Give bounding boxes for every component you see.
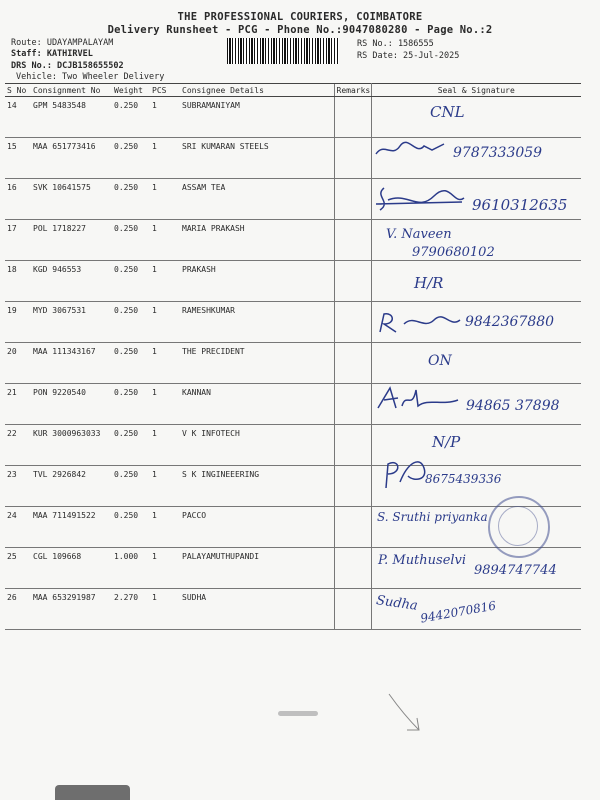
consignee-cell: SUBRAMANIYAM [180, 97, 334, 138]
consignment-cell: KGD 946553 [31, 261, 112, 302]
handwritten-note: N/P [432, 433, 461, 451]
signature-scribble [374, 310, 464, 336]
consignment-cell: MAA 111343167 [31, 343, 112, 384]
pcs-cell: 1 [150, 384, 180, 425]
weight-cell: 0.250 [112, 179, 150, 220]
col-remarks: Remarks [334, 84, 371, 97]
consignment-cell: GPM 5483548 [31, 97, 112, 138]
handwritten-note: CNL [430, 103, 465, 121]
weight-cell: 2.270 [112, 589, 150, 630]
barcode [227, 38, 339, 64]
staff-label: Staff: KATHIRVEL [11, 49, 93, 59]
sno-cell: 22 [5, 425, 31, 466]
weight-cell: 0.250 [112, 343, 150, 384]
pcs-cell: 1 [150, 589, 180, 630]
weight-cell: 0.250 [112, 302, 150, 343]
col-weight: Weight [112, 84, 150, 97]
consignee-cell: RAMESHKUMAR [180, 302, 334, 343]
table-header-row [5, 84, 581, 97]
col-pcs: PCS [150, 84, 180, 97]
scan-shadow [55, 785, 130, 800]
handwritten-phone: 9442070816 [419, 598, 497, 626]
pcs-cell: 1 [150, 261, 180, 302]
pcs-cell: 1 [150, 466, 180, 507]
consignment-cell: TVL 2926842 [31, 466, 112, 507]
consignee-cell: MARIA PRAKASH [180, 220, 334, 261]
signature-scribble [372, 140, 452, 162]
company-title: THE PROFESSIONAL COURIERS, COIMBATORE [177, 11, 423, 23]
remarks-cell [334, 179, 371, 220]
col-sno: S No [5, 84, 31, 97]
consignment-cell: MAA 651773416 [31, 138, 112, 179]
drs-number: DRS No.: DCJB158655502 [11, 61, 124, 71]
consignee-cell: PALAYAMUTHUPANDI [180, 548, 334, 589]
handwritten-phone: 9610312635 [472, 196, 568, 214]
remarks-cell [334, 343, 371, 384]
consignee-cell: ASSAM TEA [180, 179, 334, 220]
weight-cell: 0.250 [112, 384, 150, 425]
remarks-cell [334, 548, 371, 589]
sno-cell: 18 [5, 261, 31, 302]
sno-cell: 21 [5, 384, 31, 425]
signature-cell [371, 343, 581, 384]
remarks-cell [334, 138, 371, 179]
weight-cell: 0.250 [112, 507, 150, 548]
punch-mark [278, 711, 318, 716]
runsheet-subtitle: Delivery Runsheet - PCG - Phone No.:9047080280 - Page No.:2 [107, 24, 493, 36]
remarks-cell [334, 220, 371, 261]
handwritten-phone: 9790680102 [412, 245, 495, 260]
weight-cell: 0.250 [112, 138, 150, 179]
sno-cell: 26 [5, 589, 31, 630]
table-row [5, 97, 581, 138]
sno-cell: 17 [5, 220, 31, 261]
rs-number: RS No.: 1586555 [357, 39, 434, 49]
handwritten-phone: 94865 37898 [466, 398, 560, 414]
handwritten-note: ON [428, 353, 452, 369]
sno-cell: 16 [5, 179, 31, 220]
vehicle-label: Vehicle: Two Wheeler Delivery [16, 72, 165, 82]
remarks-cell [334, 384, 371, 425]
col-consignee: Consignee Details [180, 84, 334, 97]
consignment-cell: MYD 3067531 [31, 302, 112, 343]
pcs-cell: 1 [150, 138, 180, 179]
consignee-cell: KANNAN [180, 384, 334, 425]
table-row [5, 261, 581, 302]
sno-cell: 15 [5, 138, 31, 179]
sno-cell: 25 [5, 548, 31, 589]
weight-cell: 1.000 [112, 548, 150, 589]
pcs-cell: 1 [150, 507, 180, 548]
handwritten-phone: 9787333059 [453, 145, 543, 161]
remarks-cell [334, 466, 371, 507]
consignee-cell: S K INGINEEERING [180, 466, 334, 507]
rs-date: RS Date: 25-Jul-2025 [357, 51, 460, 61]
seal-stamp-inner [498, 506, 538, 546]
consignee-cell: SUDHA [180, 589, 334, 630]
signature-cell [371, 261, 581, 302]
handwritten-name: Sudha [375, 593, 419, 614]
col-signature: Seal & Signature [371, 84, 581, 97]
pen-mark [385, 690, 425, 735]
consignment-cell: KUR 3000963033 [31, 425, 112, 466]
signature-scribble [372, 384, 462, 414]
consignment-cell: PON 9220540 [31, 384, 112, 425]
consignee-cell: SRI KUMARAN STEELS [180, 138, 334, 179]
sno-cell: 24 [5, 507, 31, 548]
signature-scribble [368, 182, 468, 216]
remarks-cell [334, 507, 371, 548]
consignment-cell: SVK 10641575 [31, 179, 112, 220]
remarks-cell [334, 302, 371, 343]
weight-cell: 0.250 [112, 261, 150, 302]
consignment-cell: CGL 109668 [31, 548, 112, 589]
sno-cell: 23 [5, 466, 31, 507]
remarks-cell [334, 97, 371, 138]
sno-cell: 19 [5, 302, 31, 343]
weight-cell: 0.250 [112, 220, 150, 261]
weight-cell: 0.250 [112, 466, 150, 507]
signature-cell [371, 97, 581, 138]
pcs-cell: 1 [150, 548, 180, 589]
weight-cell: 0.250 [112, 425, 150, 466]
sno-cell: 14 [5, 97, 31, 138]
consignee-cell: V K INFOTECH [180, 425, 334, 466]
pcs-cell: 1 [150, 425, 180, 466]
route-label: Route: UDAYAMPALAYAM [11, 38, 114, 48]
handwritten-phone: 8675439336 [425, 472, 502, 486]
handwritten-note: H/R [414, 274, 444, 292]
handwritten-name: P. Muthuselvi [378, 553, 467, 568]
col-consignment: Consignment No [31, 84, 112, 97]
handwritten-name: S. Sruthi priyanka [377, 510, 488, 524]
handwritten-phone: 9842367880 [465, 314, 555, 330]
consignee-cell: THE PRECIDENT [180, 343, 334, 384]
consignment-cell: MAA 653291987 [31, 589, 112, 630]
handwritten-name: V. Naveen [386, 227, 452, 242]
pcs-cell: 1 [150, 302, 180, 343]
consignee-cell: PRAKASH [180, 261, 334, 302]
pcs-cell: 1 [150, 220, 180, 261]
consignment-cell: MAA 711491522 [31, 507, 112, 548]
runsheet-table [5, 83, 581, 630]
remarks-cell [334, 261, 371, 302]
remarks-cell [334, 589, 371, 630]
sno-cell: 20 [5, 343, 31, 384]
remarks-cell [334, 425, 371, 466]
pcs-cell: 1 [150, 97, 180, 138]
pcs-cell: 1 [150, 179, 180, 220]
table-row [5, 343, 581, 384]
consignment-cell: POL 1718227 [31, 220, 112, 261]
pcs-cell: 1 [150, 343, 180, 384]
weight-cell: 0.250 [112, 97, 150, 138]
consignee-cell: PACCO [180, 507, 334, 548]
table-row [5, 425, 581, 466]
handwritten-phone: 9894747744 [474, 563, 557, 578]
